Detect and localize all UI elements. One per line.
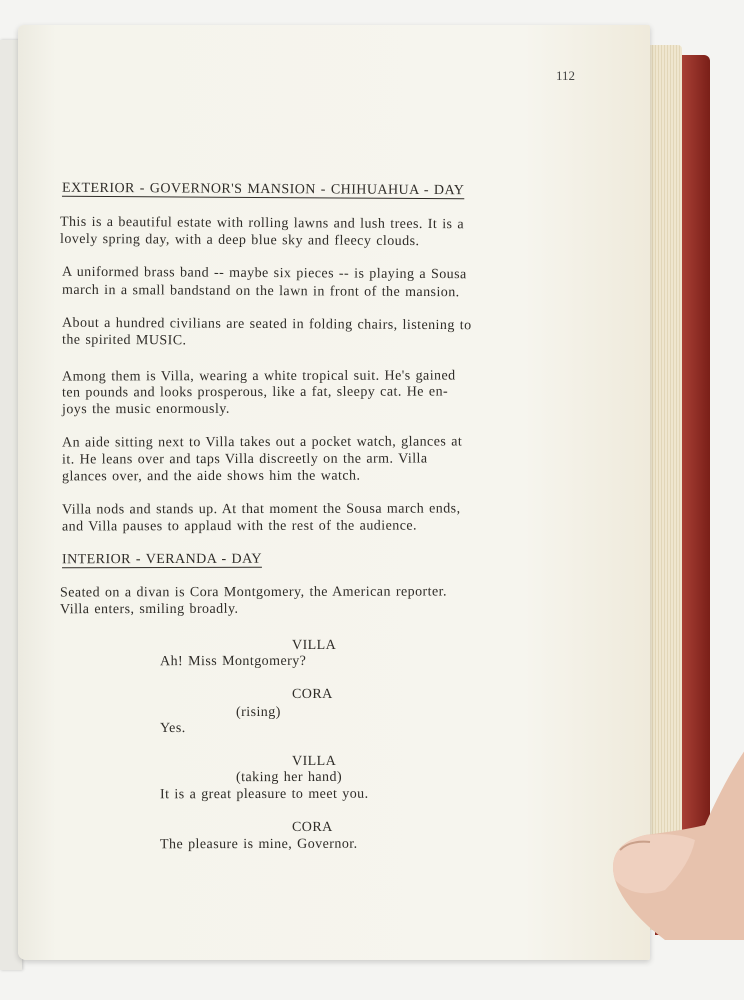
character-line: CORA (291, 686, 333, 703)
action-line: About a hundred civilians are seated in folding chairs, listening to (61, 315, 472, 334)
action-line: Among them is Villa, wearing a white tropical suit. He's gained (61, 368, 456, 385)
action-line: An aide sitting next to Villa takes out a pocket watch, glances at (61, 434, 463, 451)
action-line: and Villa pauses to applaud with the rest of the audience. (61, 518, 417, 535)
page-number: 112 (556, 68, 576, 83)
action-line: the spirited MUSIC. (61, 332, 187, 349)
dialogue-line: Ah! Miss Montgomery? (159, 653, 307, 670)
character-line: VILLA (291, 637, 337, 654)
action-line: Villa nods and stands up. At that moment the Sousa march ends, (61, 501, 461, 518)
action-line: joys the music enormously. (61, 401, 230, 418)
book-page (18, 25, 650, 960)
action-line: This is a beautiful estate with rolling lawns and lush trees. It is a (59, 214, 465, 233)
heading-line: EXTERIOR - GOVERNOR'S MANSION - CHIHUAHUA - DAY (61, 180, 465, 199)
parenthetical-line: (rising) (235, 704, 281, 721)
character-line: CORA (291, 819, 333, 836)
action-line: Seated on a divan is Cora Montgomery, the American reporter. (59, 584, 447, 601)
parenthetical-line: (taking her hand) (235, 769, 343, 786)
action-line: it. He leans over and taps Villa discreetly on the arm. Villa (61, 451, 428, 468)
dialogue-line: The pleasure is mine, Governor. (159, 836, 358, 853)
thumb-hand-icon (605, 740, 744, 940)
action-line: glances over, and the aide shows him the watch. (61, 468, 361, 485)
heading-line: INTERIOR - VERANDA - DAY (61, 551, 262, 568)
action-line: Villa enters, smiling broadly. (59, 601, 239, 618)
action-line: march in a small bandstand on the lawn in front of the mansion. (61, 282, 460, 301)
character-line: VILLA (291, 753, 337, 770)
action-line: ten pounds and looks prosperous, like a fat, sleepy cat. He en- (61, 384, 449, 401)
action-line: lovely spring day, with a deep blue sky and fleecy clouds. (59, 231, 420, 250)
dialogue-line: It is a great pleasure to meet you. (159, 786, 369, 803)
dialogue-line: Yes. (159, 720, 186, 737)
action-line: A uniformed brass band -- maybe six pieces -- is playing a Sousa (61, 264, 467, 283)
